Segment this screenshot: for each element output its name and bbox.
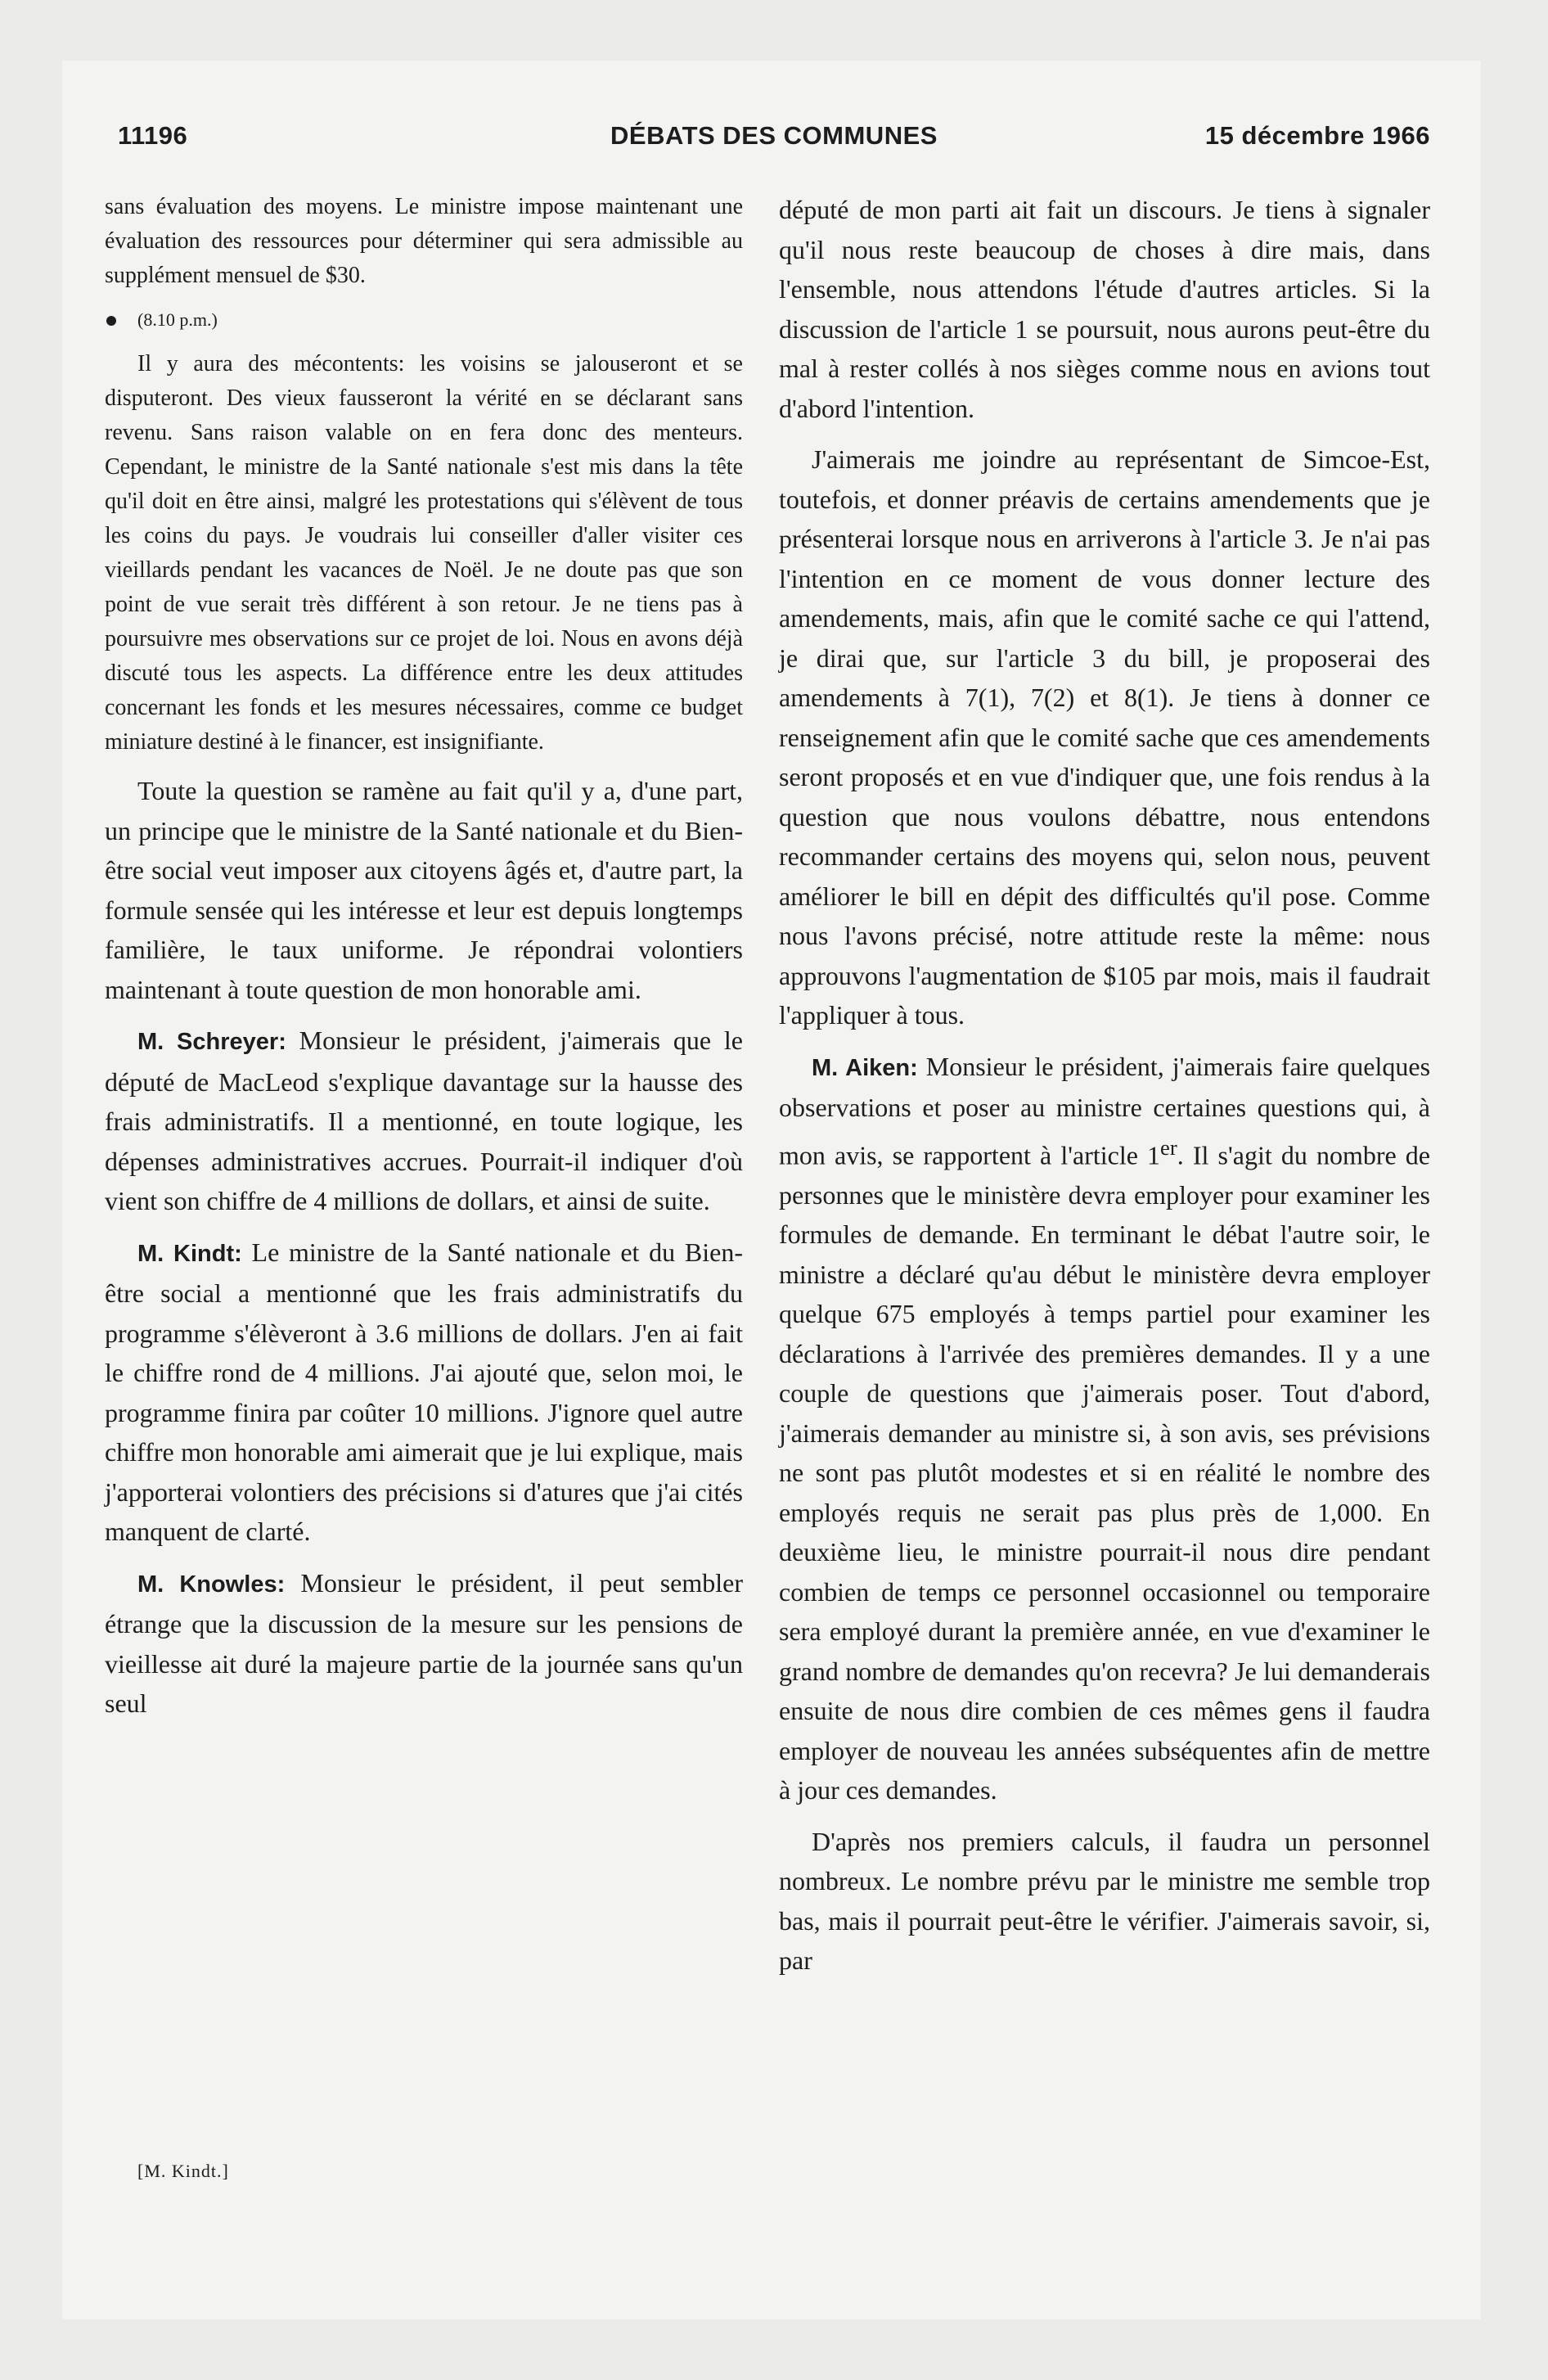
speech-text: Monsieur le président, j'aimerais faire quelques observations et poser au ministre certaines questions qui, à mon avis, se rapportent à l'article 1 xyxy=(779,1051,1431,1170)
speaker-name: M. Knowles: xyxy=(137,1571,286,1598)
speech-aiken xyxy=(779,1047,1430,1810)
superscript: er xyxy=(1160,1134,1177,1160)
speech-schreyer xyxy=(105,1021,743,1221)
right-column xyxy=(779,190,1430,1992)
page-date: 15 décembre 1966 xyxy=(1204,121,1430,150)
speaker-name: M. Kindt: xyxy=(137,1240,242,1267)
paragraph: J'aimerais me joindre au représentant de Simcoe-Est, toutefois, et donner préavis de certains amendements que je présenterai lorsque nous en arriverons à l'article 3. Je n'ai pas l'intention en ce moment de vous donner lecture des amendements, mais, afin que le comité sache ce qui l'attend, je dirai que, sur l'article 3 du bill, je proposerai des amendements à 7(1), 7(2) et 8(1). Je tiens à donner ce renseignement afin que le comité sache que ces amendements seront proposés et en vue d'indiquer que, une fois rendus à la question que nous voulons débattre, nous entendons recommander certains des moyens qui, selon nous, peuvent améliorer le bill en dépit des difficultés qu'il pose. Comme nous l'avons précisé, notre attitude reste la même: nous approuvons l'augmentation de $105 par mois, mais il faudrait l'appliquer à tous. xyxy=(779,444,1430,1030)
left-column xyxy=(105,190,743,1735)
speech-text: . Il s'agit du nombre de personnes que le ministère devra employer pour examiner les formules de demande. En terminant le débat l'autre soir, le ministre a déclaré qu'au début le ministère devra employer quelque 675 employés à temps partiel pour examiner les déclarations à l'arrivée des premières demandes. Il y a une couple de questions que j'aimerais poser. Tout d'abord, j'aimerais demander au ministre si, à son avis, ses prévisions ne sont pas plutôt modestes et si en réalité le nombre des employés requis ne serait pas plus près de 1,000. En deuxième lieu, le ministre pourrait-il nous dire pendant combien de temps ce personnel occasionnel ou temporaire sera employé durant la première année, en vue d'examiner le grand nombre de demandes qu'on recevra? Je lui demanderais ensuite de nous dire combien de ces mêmes gens il faudra employer de nouveau les années subséquentes afin de mettre à jour ces demandes. xyxy=(779,1140,1431,1805)
speech-knowles xyxy=(105,1563,743,1724)
speaker-name: M. Aiken: xyxy=(812,1054,918,1081)
paragraph: D'après nos premiers calculs, il faudra un personnel nombreux. Le nombre prévu par le ministre me semble trop bas, mais il pourrait peut-être le vérifier. J'aimerais savoir, si, par xyxy=(779,1826,1430,1976)
publication-title: DÉBATS DES COMMUNES xyxy=(610,121,938,150)
speech-text: Monsieur le président, il peut sembler étrange que la discussion de la mesure sur les pensions de vieillesse ait duré la majeure partie de la journée sans qu'un seul xyxy=(105,1567,744,1718)
time-marker-text: (8.10 p.m.) xyxy=(137,309,218,330)
paragraph: Il y aura des mécontents: les voisins se jalouseront et se disputeront. Des vieux fausseront la vérité en se déclarant sans revenu. Sans raison valable on en fera donc des menteurs. Cependant, le ministre de la Santé nationale s'est mis dans la tête qu'il doit en être ainsi, malgré les protestations qui s'élèvent de tous les coins du pays. Je voudrais lui conseiller d'aller visiter ces vieillards pendant les vacances de Noël. Je ne doute pas que son point de vue serait très différent à son retour. Je ne tiens pas à poursuivre mes observations sur ce projet de loi. Nous en avons déjà discuté tous les aspects. La différence entre les deux attitudes concernant les fonds et les mesures nécessaires, comme ce budget miniature destiné à le financer, est insignifiante. xyxy=(105,351,743,755)
speech-kindt xyxy=(105,1233,743,1552)
speech-text: Le ministre de la Santé nationale et du Bien-être social a mentionné que les frais administratifs du programme s'élèveront à 3.6 millions de dollars. J'en ai fait le chiffre rond de 4 millions. J'ai ajouté que, selon moi, le programme finira par coûter 10 millions. J'ignore quel autre chiffre mon honorable ami aimerait que je lui explique, mais j'apporterai volontiers des précisions si d'atures que j'ai cités manquent de clarté. xyxy=(105,1237,743,1546)
paragraph: député de mon parti ait fait un discours. Je tiens à signaler qu'il nous reste beaucoup de choses à dire mais, dans l'ensemble, nous attendons l'étude d'autres articles. Si la discussion de l'article 1 se poursuit, nous aurons peut-être du mal à rester collés à nos sièges comme nous en avions tout d'abord l'intention. xyxy=(779,195,1430,423)
speech-text: Monsieur le président, j'aimerais que le député de MacLeod s'explique davantage sur la hausse des frais administratifs. Il a mentionné, en toute logique, les dépenses administratives accrues. Pourrait-il indiquer d'où vient son chiffre de 4 millions de dollars, et ainsi de suite. xyxy=(105,1025,744,1215)
speaker-reference: [M. Kindt.] xyxy=(137,2161,229,2181)
paragraph: Toute la question se ramène au fait qu'il y a, d'une part, un principe que le ministre de la Santé nationale et du Bien-être social veut imposer aux citoyens âgés et, d'autre part, la formule sensée qui les intéresse et leur est depuis longtemps familière, le taux uniforme. Je répondrai volontiers maintenant à toute question de mon honorable ami. xyxy=(105,776,743,1004)
bullet-icon xyxy=(106,316,116,326)
speaker-name: M. Schreyer: xyxy=(137,1029,286,1055)
paragraph: sans évaluation des moyens. Le ministre impose maintenant une évaluation des ressources pour déterminer qui sera admissible au supplément mensuel de $30. xyxy=(105,194,743,288)
page-header xyxy=(118,121,1430,157)
time-marker xyxy=(105,304,743,336)
page-number: 11196 xyxy=(118,121,188,150)
